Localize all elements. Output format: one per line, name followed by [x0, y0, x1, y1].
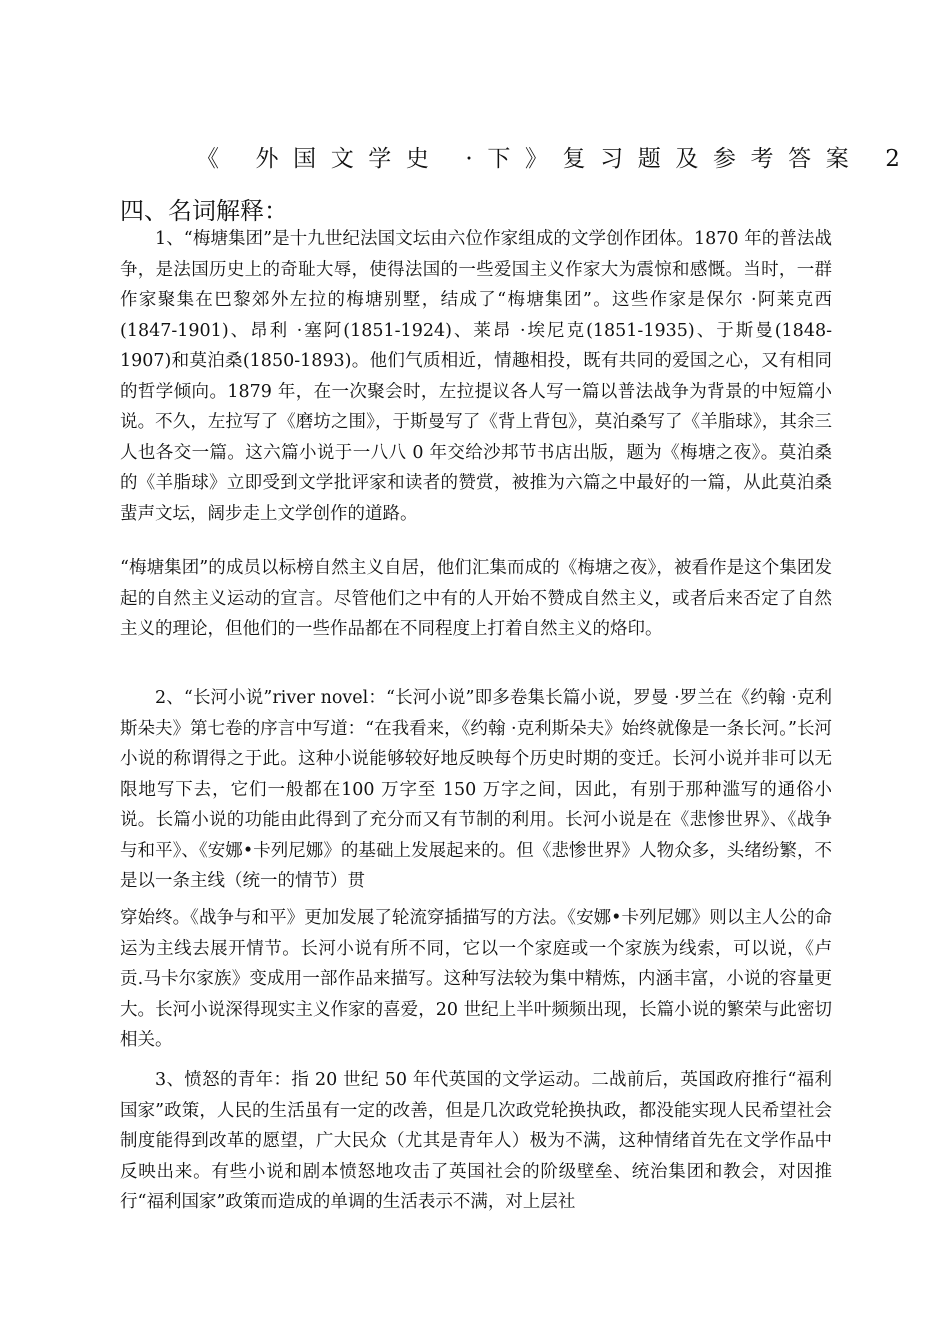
- paragraph-river-novel: 2、“长河小说”river novel：“长河小说”即多卷集长篇小说，罗曼 ·罗兰在《约翰 ·克利斯朵夫》第七卷的序言中写道：“在我看来，《约翰 ·克利斯朵夫》始终就像是一条长河。”长河小说的称谓得之于此。这种小说能够较好地反映每个历史时期的变迁。长河小说并非可以无限地写下去，它们一般都在100 万字至 150 万字之间，因此，有别于那种滥写的通俗小说。长篇小说的功能由此得到了充分而又有节制的利用。长河小说是在《悲惨世界》、《战争与和平》、《安娜•卡列尼娜》的基础上发展起来的。但《悲惨世界》人物众多，头绪纷繁，不是以一条主线（统一的情节）贯: [120, 688, 832, 891]
- paragraph-angry-young-men: 3、愤怒的青年：指 20 世纪 50 年代英国的文学运动。二战前后，英国政府推行“福利国家”政策，人民的生活虽有一定的改善，但是几次政党轮换执政，都没能实现人民希望社会制度能得到改革的愿望，广大民众（尤其是青年人）极为不满，这种情绪首先在文学作品中反映出来。有些小说和剧本愤怒地攻击了英国社会的阶级壁垒、统治集团和教会，对因推行“福利国家”政策而造成的单调的生活表示不满，对上层社: [120, 1070, 832, 1212]
- section-heading: 四、名词解释：: [120, 197, 288, 225]
- paragraph-river-novel-continued: 穿始终。《战争与和平》更加发展了轮流穿插描写的方法。《安娜•卡列尼娜》则以主人公的命运为主线去展开情节。长河小说有所不同，它以一个家庭或一个家族为线索，可以说，《卢贡.马卡尔家族》变成用一部作品来描写。这种写法较为集中精炼，内涵丰富，小说的容量更大。长河小说深得现实主义作家的喜爱，20 世纪上半叶频频出现，长篇小说的繁荣与此密切相关。: [120, 908, 832, 1050]
- paragraph-meitang-naturalism: “梅塘集团”的成员以标榜自然主义自居，他们汇集而成的《梅塘之夜》，被看作是这个集团发起的自然主义运动的宣言。尽管他们之中有的人开始不赞成自然主义，或者后来否定了自然主义的理论，但他们的一些作品都在不同程度上打着自然主义的烙印。: [120, 558, 832, 639]
- paragraph-meitang-group: 1、“梅塘集团”是十九世纪法国文坛由六位作家组成的文学创作团体。1870 年的普法战争，是法国历史上的奇耻大辱，使得法国的一些爱国主义作家大为震惊和感慨。当时，一群作家聚集在巴黎郊外左拉的梅塘别墅，结成了“梅塘集团”。这些作家是保尔 ·阿莱克西(1847-1901)、昂利 ·塞阿(1851-1924)、莱昂 ·埃尼克(1851-1935)、于斯曼(1848-1907)和莫泊桑(1850-1893)。他们气质相近，情趣相投，既有共同的爱国之心，又有相同的哲学倾向。1879 年，在一次聚会时，左拉提议各人写一篇以普法战争为背景的中短篇小说。不久，左拉写了《磨坊之围》，于斯曼写了《背上背包》，莫泊桑写了《羊脂球》，其余三人也各交一篇。这六篇小说于一八八 0 年交给沙邦节书店出版，题为《梅塘之夜》。莫泊桑的《羊脂球》立即受到文学批评家和读者的赞赏，被推为六篇之中最好的一篇，从此莫泊桑蜚声文坛，阔步走上文学创作的道路。: [120, 229, 832, 524]
- document-title: 《 外国文学史 ·下》复习题及参考答案 2: [196, 146, 915, 172]
